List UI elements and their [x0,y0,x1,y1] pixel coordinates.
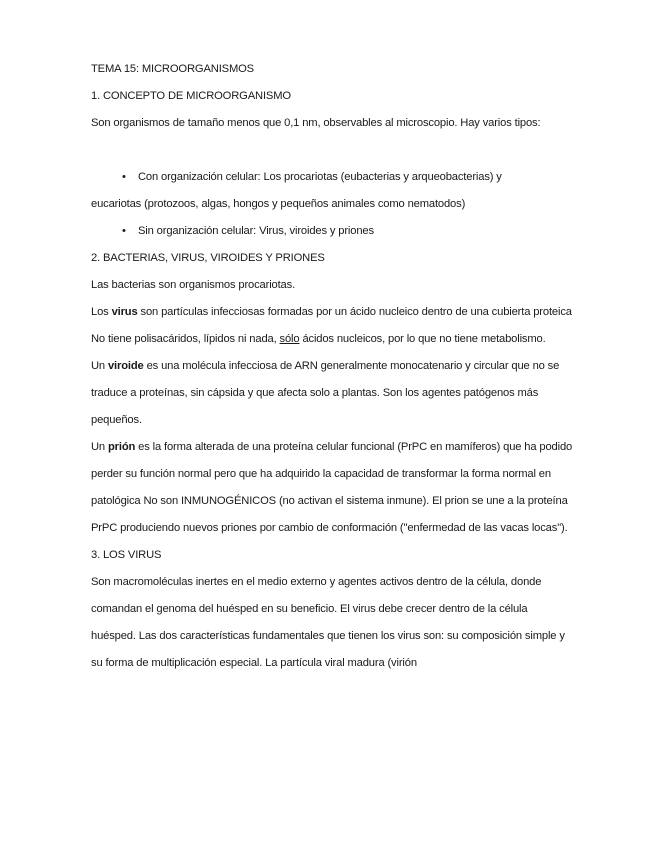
prion-term: prión [107,441,136,453]
prion-paragraph [91,434,573,542]
viroide-paragraph [91,353,573,434]
list-item-text: Virus, viroides y priones [259,225,374,237]
list-item [91,218,573,245]
section-3-heading: 3. LOS VIRUS [91,549,162,561]
paragraph-text: ácidos nucleicos, por lo que no tiene metabolismo. [302,333,546,345]
bullet-icon: • [122,171,126,183]
viroide-term: viroide [107,360,144,372]
underlined-word: sólo [279,333,300,345]
section-1-intro: Son organismos de tamaño menos que 0,1 nm, observables al microscopio. Hay varios tipos: [91,117,541,129]
paragraph-text: es la forma alterada de una proteína celular funcional (PrPC en mamíferos) que ha podido perder su función normal pero que ha adquirido la capacidad de transformar la forma normal en patológica No son INMUNOGÉNICOS (no activan el sistema inmune). El prion se une a la proteína PrPC produciendo nuevos priones por cambio de conformación ("enfermedad de las vacas locas"). [91,441,573,534]
list-item [91,164,573,191]
virus-section-paragraph: Son macromoléculas inertes en el medio externo y agentes activos dentro de la célula, donde comandan el genoma del huésped en su beneficio. El virus debe crecer dentro de la célula huésped. Las dos características fundamentales que tienen los virus son: su composición simple y su forma de multiplicación especial. La partícula viral madura (virión [91,576,565,669]
list-item-text: Los procariotas (eubacterias y arqueobacterias) y [263,171,502,183]
list-item-label: Con organización celular: [138,171,261,183]
paragraph-prefix: Un [91,360,106,372]
bacterias-paragraph: Las bacterias son organismos procariotas. [91,279,296,291]
document-title: TEMA 15: MICROORGANISMOS [91,63,254,75]
section-1-heading: 1. CONCEPTO DE MICROORGANISMO [91,90,291,102]
list-item-label: Sin organización celular: [138,225,257,237]
paragraph-prefix: Un [91,441,106,453]
virus-paragraph [91,299,573,353]
list-item-continuation: eucariotas (protozoos, algas, hongos y pequeños animales como nematodos) [91,198,466,210]
spacer [91,137,573,164]
bullet-icon: • [122,225,126,237]
paragraph-text: son partículas infecciosas formadas por un ácido nucleico dentro de una cubierta proteica No tiene polisacáridos, lípidos ni nada, [91,306,572,345]
virus-term: virus [111,306,138,318]
section-2-heading: 2. BACTERIAS, VIRUS, VIROIDES Y PRIONES [91,252,325,264]
document-body [91,56,573,677]
paragraph-text: es una molécula infecciosa de ARN generalmente monocatenario y circular que no se traduce a proteínas, sin cápsida y que afecta solo a plantas. Son los agentes patógenos más pequeños. [91,360,560,426]
paragraph-prefix: Los [91,306,109,318]
